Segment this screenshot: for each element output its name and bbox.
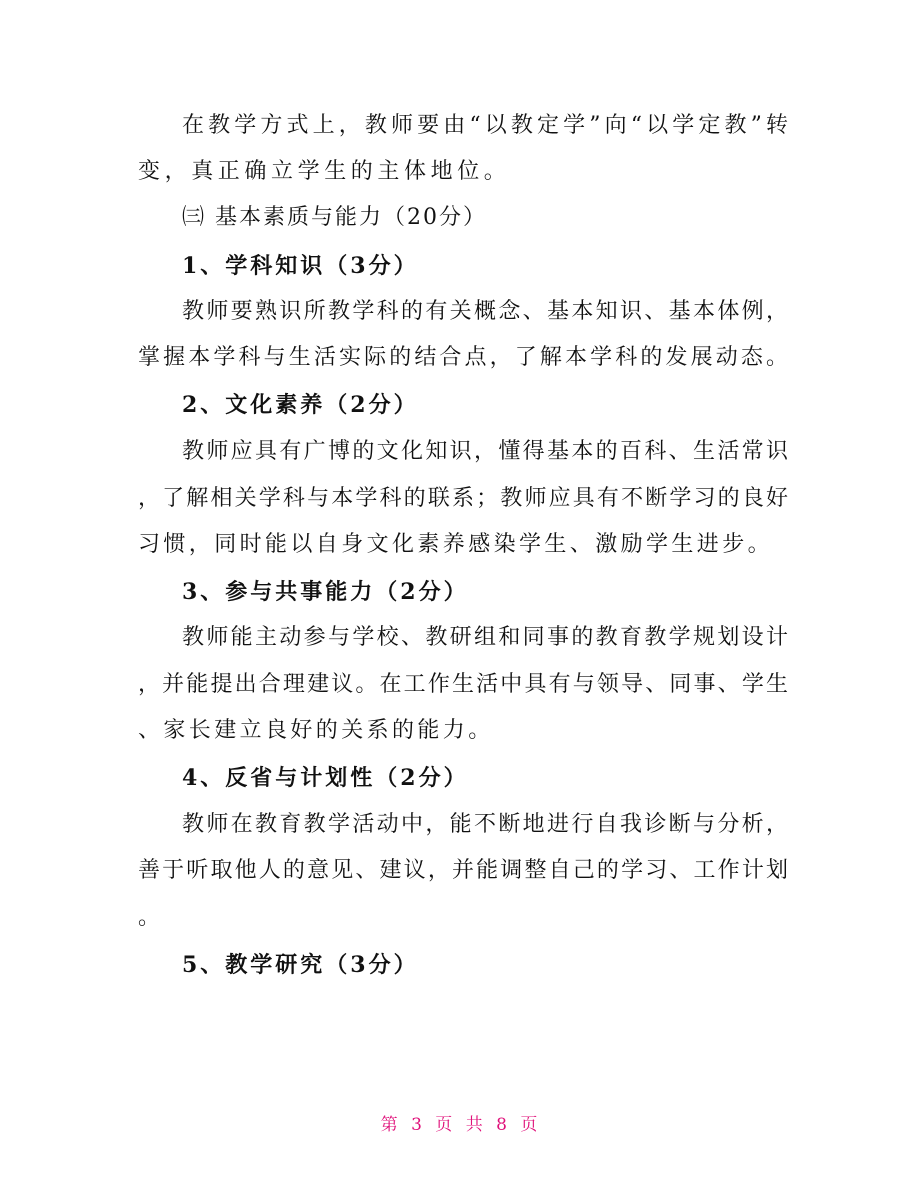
paragraph-reflection-line-1: 教师在教育教学活动中，能不断地进行自我诊断与分析， — [182, 812, 788, 837]
paragraph-reflection-line-3: 。 — [138, 905, 165, 930]
paragraph-subject-knowledge-line-2: 掌握本学科与生活实际的结合点，了解本学科的发展动态。 — [138, 345, 788, 370]
heading-reflection-planning: 4、反省与计划性（2分） — [182, 765, 469, 791]
heading-cultural-literacy: 2、文化素养（2分） — [182, 392, 419, 418]
paragraph-collaboration-line-3: 、家长建立良好的关系的能力。 — [138, 718, 494, 743]
paragraph-reflection-line-2: 善于听取他人的意见、建议，并能调整自己的学习、工作计划 — [138, 858, 788, 883]
heading-subject-knowledge: 1、学科知识（3分） — [182, 253, 419, 279]
heading-teaching-research: 5、教学研究（3分） — [182, 952, 419, 978]
paragraph-cultural-literacy-line-2: ，了解相关学科与本学科的联系；教师应具有不断学习的良好 — [138, 486, 788, 511]
paragraph-collaboration-line-1: 教师能主动参与学校、教研组和同事的教育教学规划设计 — [182, 625, 788, 650]
heading-collaboration-ability: 3、参与共事能力（2分） — [182, 579, 469, 605]
paragraph-collaboration-line-2: ，并能提出合理建议。在工作生活中具有与领导、同事、学生 — [138, 672, 788, 697]
paragraph-cultural-literacy-line-3: 习惯，同时能以自身文化素养感染学生、激励学生进步。 — [138, 532, 774, 557]
section-heading-basic-quality: ㈢ 基本素质与能力（20分） — [182, 205, 487, 230]
paragraph-teaching-method-line-2: 变，真正确立学生的主体地位。 — [138, 159, 511, 184]
page-number-footer: 第 3 页 共 8 页 — [380, 1115, 540, 1135]
paragraph-teaching-method-line-1: 在教学方式上，教师要由“以教定学”向“以学定教”转 — [182, 113, 788, 138]
paragraph-subject-knowledge-line-1: 教师要熟识所教学科的有关概念、基本知识、基本体例， — [182, 299, 788, 324]
paragraph-cultural-literacy-line-1: 教师应具有广博的文化知识，懂得基本的百科、生活常识 — [182, 439, 788, 464]
